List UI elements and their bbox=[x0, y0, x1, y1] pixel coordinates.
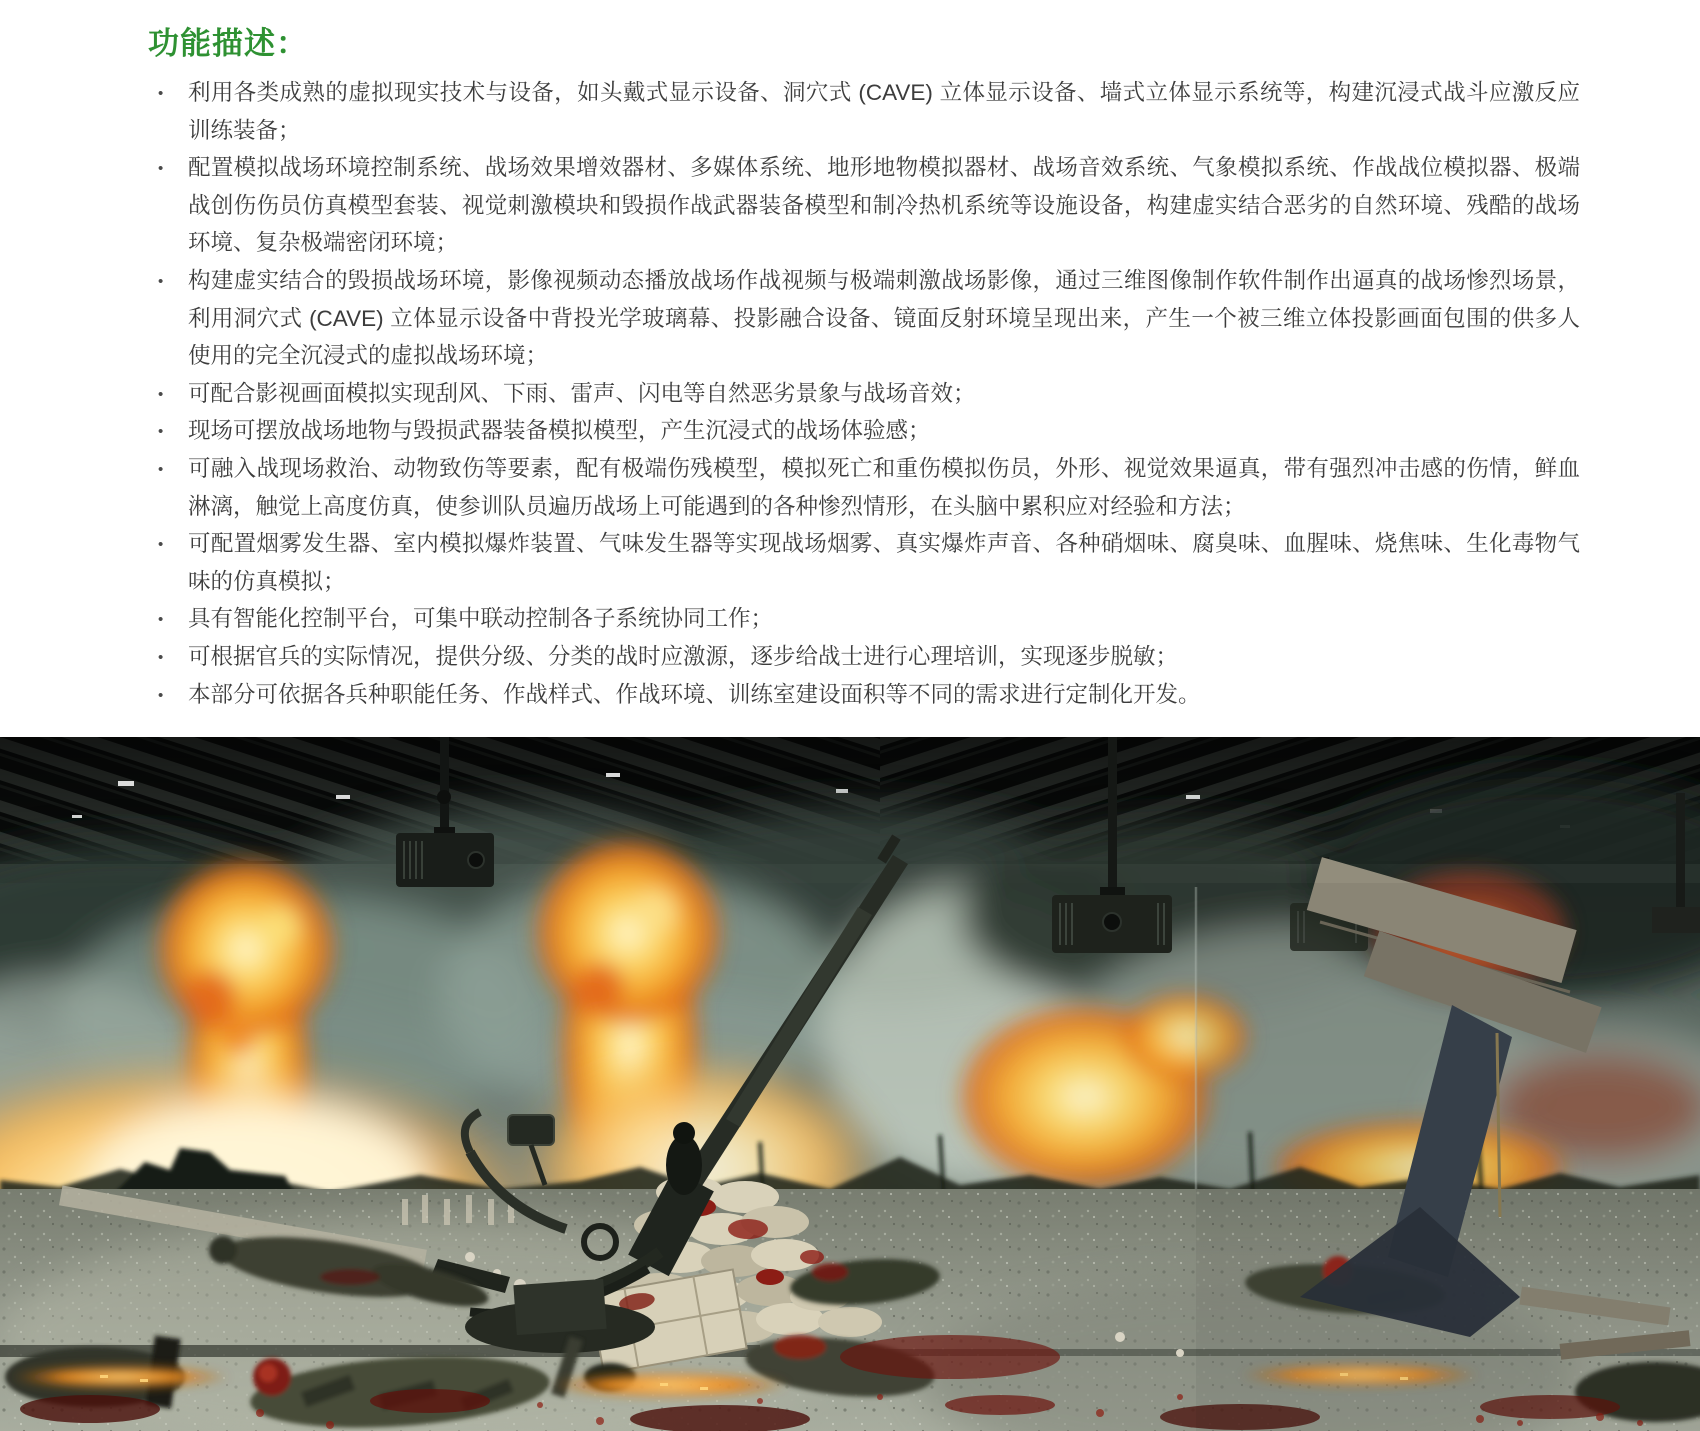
list-item bbox=[148, 375, 1580, 413]
list-item bbox=[148, 676, 1580, 714]
list-item bbox=[148, 450, 1580, 525]
feature-description-section bbox=[148, 26, 1580, 713]
bullet-marker: • bbox=[158, 160, 164, 178]
bullet-marker: • bbox=[158, 611, 164, 629]
list-item bbox=[148, 412, 1580, 450]
bullet-marker: • bbox=[158, 460, 164, 478]
feature-text: 可融入战现场救治、动物致伤等要素，配有极端伤残模型，模拟死亡和重伤模拟伤员，外形、视觉效果逼真，带有强烈冲击感的伤情，鲜血淋漓，触觉上高度仿真，使参训队员遍历战场上可能遇到的各种惨烈情形，在头脑中累积应对经验和方法； bbox=[188, 455, 1580, 519]
feature-text: 构建虚实结合的毁损战场环境，影像视频动态播放战场作战视频与极端刺激战场影像，通过三维图像制作软件制作出逼真的战场惨烈场景，利用洞穴式 (CAVE) 立体显示设备中背投光学玻璃幕、投影融合设备、镜面反射环境呈现出来，产生一个被三维立体投影画面包围的供多人使用的完全沉浸式的虚拟战场环境； bbox=[188, 267, 1580, 369]
battlefield-scene bbox=[0, 737, 1700, 1431]
bullet-marker: • bbox=[158, 686, 164, 704]
bullet-marker: • bbox=[158, 385, 164, 403]
feature-text: 配置模拟战场环境控制系统、战场效果增效器材、多媒体系统、地形地物模拟器材、战场音效系统、气象模拟系统、作战战位模拟器、极端战创伤伤员仿真模型套装、视觉刺激模块和毁损作战武器装备模型和制冷热机系统等设施设备，构建虚实结合恶劣的自然环境、残酷的战场环境、复杂极端密闭环境； bbox=[188, 155, 1580, 256]
feature-list bbox=[148, 74, 1580, 713]
bullet-marker: • bbox=[158, 536, 164, 554]
feature-text: 可根据官兵的实际情况，提供分级、分类的战时应激源，逐步给战士进行心理培训，实现逐步脱敏； bbox=[188, 643, 1179, 669]
feature-text: 利用各类成熟的虚拟现实技术与设备，如头戴式显示设备、洞穴式 (CAVE) 立体显示设备、墙式立体显示系统等，构建沉浸式战斗应激反应训练装备； bbox=[188, 80, 1580, 143]
list-item bbox=[148, 149, 1580, 262]
bullet-marker: • bbox=[158, 423, 164, 441]
list-item bbox=[148, 262, 1580, 375]
feature-text: 可配置烟雾发生器、室内模拟爆炸装置、气味发生器等实现战场烟雾、真实爆炸声音、各种硝烟味、腐臭味、血腥味、烧焦味、生化毒物气味的仿真模拟； bbox=[188, 531, 1580, 594]
training-room-photo bbox=[0, 737, 1700, 1431]
list-item bbox=[148, 525, 1580, 600]
bullet-marker: • bbox=[158, 648, 164, 666]
list-item bbox=[148, 600, 1580, 638]
list-item bbox=[148, 638, 1580, 676]
bullet-marker: • bbox=[158, 85, 164, 102]
feature-text: 可配合影视画面模拟实现刮风、下雨、雷声、闪电等自然恶劣景象与战场音效； bbox=[188, 380, 976, 406]
list-item bbox=[148, 74, 1580, 149]
page-title: 功能描述： bbox=[148, 26, 308, 61]
feature-text: 具有智能化控制平台，可集中联动控制各子系统协同工作； bbox=[188, 606, 774, 632]
screen-corner-seam bbox=[1196, 883, 1700, 1431]
bullet-marker: • bbox=[158, 272, 164, 290]
feature-text: 本部分可依据各兵种职能任务、作战样式、作战环境、训练室建设面积等不同的需求进行定制化开发。 bbox=[188, 681, 1201, 707]
feature-text: 现场可摆放战场地物与毁损武器装备模拟模型，产生沉浸式的战场体验感； bbox=[188, 418, 931, 444]
